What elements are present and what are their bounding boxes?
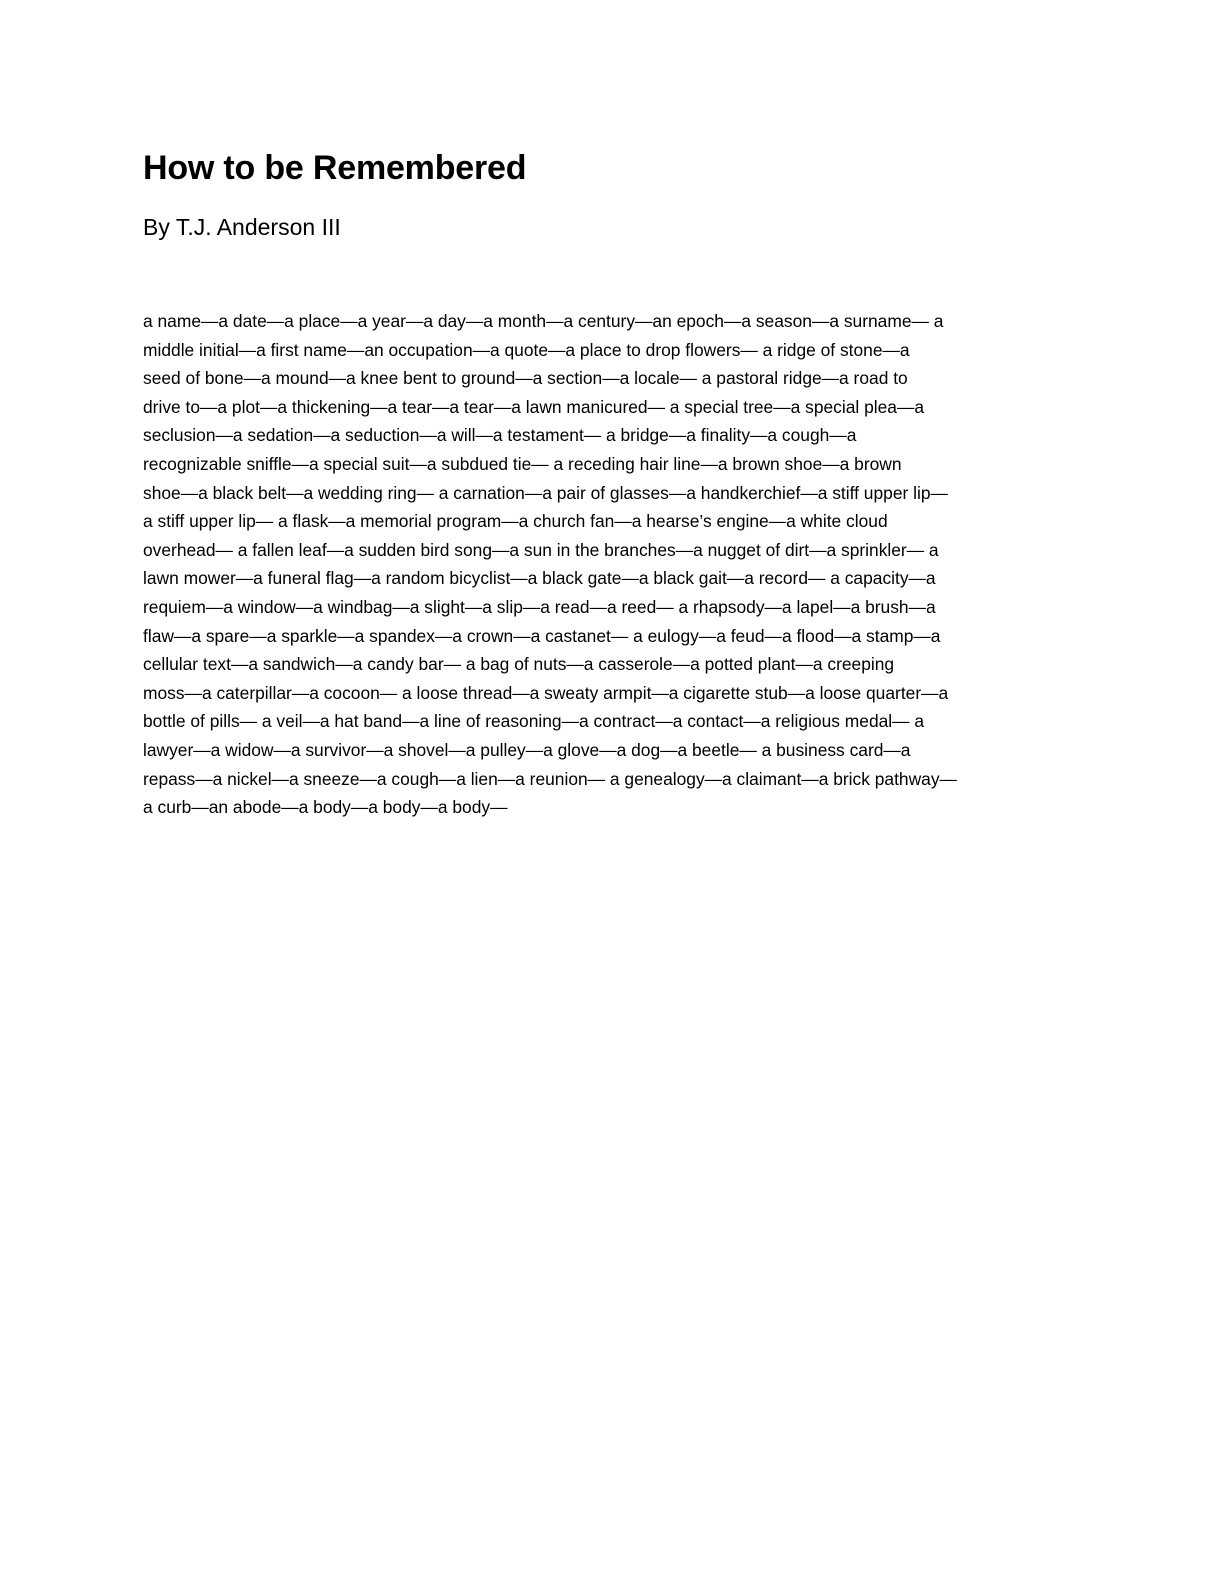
poem-line: bottle of pills— a veil—a hat band—a line of reasoning—a contract—a contact—a religious medal— a: [143, 711, 925, 732]
poem-title: How to be Remembered: [143, 149, 527, 187]
poem-line: moss—a caterpillar—a cocoon— a loose thread—a sweaty armpit—a cigarette stub—a loose quarter—a: [143, 682, 949, 703]
poem-line: lawyer—a widow—a survivor—a shovel—a pulley—a glove—a dog—a beetle— a business card—a: [143, 739, 911, 760]
poem-line: lawn mower—a funeral flag—a random bicyclist—a black gate—a black gait—a record— a capacity—a: [143, 568, 936, 589]
poem-line: repass—a nickel—a sneeze—a cough—a lien—a reunion— a genealogy—a claimant—a brick pathway—: [143, 768, 957, 789]
poem-line: recognizable sniffle—a special suit—a subdued tie— a receding hair line—a brown shoe—a brown: [143, 453, 902, 474]
poem-line: flaw—a spare—a sparkle—a spandex—a crown—a castanet— a eulogy—a feud—a flood—a stamp—a: [143, 625, 941, 646]
poem-line: requiem—a window—a windbag—a slight—a slip—a read—a reed— a rhapsody—a lapel—a brush—a: [143, 596, 936, 617]
poem-line: shoe—a black belt—a wedding ring— a carnation—a pair of glasses—a handkerchief—a stiff upper lip—: [143, 482, 948, 503]
poem-line: overhead— a fallen leaf—a sudden bird song—a sun in the branches—a nugget of dirt—a sprinkler— a: [143, 539, 939, 560]
poem-line: middle initial—a first name—an occupation—a quote—a place to drop flowers— a ridge of stone—a: [143, 339, 910, 360]
poem-body: [143, 307, 1083, 822]
author-byline: By T.J. Anderson III: [143, 214, 341, 240]
poem-line: a stiff upper lip— a flask—a memorial program—a church fan—a hearse’s engine—a white cloud: [143, 511, 888, 532]
poem-line: cellular text—a sandwich—a candy bar— a bag of nuts—a casserole—a potted plant—a creeping: [143, 654, 895, 675]
poem-line: drive to—a plot—a thickening—a tear—a tear—a lawn manicured— a special tree—a special plea—a: [143, 396, 925, 417]
poem-line: a name—a date—a place—a year—a day—a month—a century—an epoch—a season—a surname— a: [143, 311, 944, 331]
poem-line: seed of bone—a mound—a knee bent to ground—a section—a locale— a pastoral ridge—a road to: [143, 368, 908, 389]
poem-line: a curb—an abode—a body—a body—a body—: [143, 797, 508, 818]
poem-line: seclusion—a sedation—a seduction—a will—a testament— a bridge—a finality—a cough—a: [143, 425, 857, 446]
